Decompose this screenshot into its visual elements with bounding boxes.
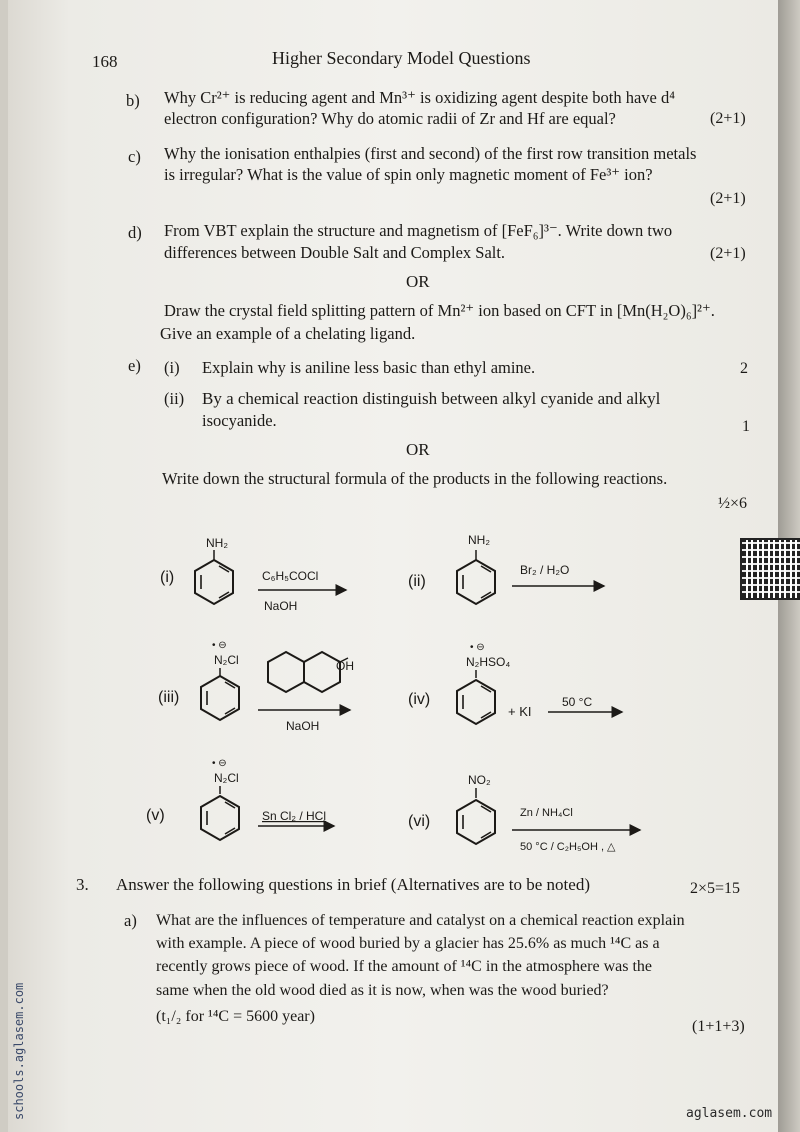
- question-text: From VBT explain the structure and magnetism of [FeF₆]³⁻. Write down two: [164, 221, 673, 240]
- reagent-bottom: NaOH: [264, 599, 298, 613]
- subquestion-label: (ii): [164, 389, 185, 408]
- substituent: NO₂: [468, 773, 491, 787]
- question-label: b): [126, 91, 140, 110]
- or-separator: OR: [406, 272, 430, 291]
- question-label: d): [128, 223, 142, 242]
- benzene-ring-icon: [201, 796, 239, 840]
- or-separator: OR: [406, 440, 430, 459]
- question-text: same when the old wood died as it is now, when was the wood buried?: [156, 982, 609, 999]
- question-text: recently grows piece of wood. If the amount of ¹⁴C in the atmosphere was the: [156, 958, 653, 975]
- qr-code-icon: [740, 538, 800, 600]
- question-text: (t₁/₂ for ¹⁴C = 5600 year): [156, 1008, 315, 1025]
- reaction-label: (iv): [408, 691, 431, 708]
- question-text: Why the ionisation enthalpies (first and second) of the first row transition metals: [164, 144, 697, 163]
- question-label: c): [128, 147, 141, 166]
- reagent-top: C₆H₅COCl: [262, 569, 319, 583]
- question-text: By a chemical reaction distinguish between alkyl cyanide and alkyl: [202, 389, 661, 408]
- question-text: is irregular? What is the value of spin only magnetic moment of Fe³⁺ ion?: [164, 165, 653, 184]
- side-watermark: schools.aglasem.com: [12, 982, 26, 1120]
- benzene-ring-icon: [201, 676, 239, 720]
- footer-watermark: aglasem.com: [686, 1106, 773, 1121]
- reaction-label: (i): [160, 569, 175, 586]
- question-label: a): [124, 911, 137, 930]
- question-text: Write down the structural formula of the products in the following reactions.: [162, 469, 668, 488]
- subquestion-label: (i): [164, 358, 180, 377]
- marks: ½×6: [718, 495, 748, 512]
- benzene-ring-icon: [457, 560, 495, 604]
- benzene-ring-icon: [457, 800, 495, 844]
- marks: (2+1): [710, 110, 746, 127]
- substituent: N₂Cl: [214, 771, 239, 785]
- benzene-ring-icon: [195, 560, 233, 604]
- reagent-bottom: 50 °C / C₂H₅OH , △: [520, 841, 616, 853]
- reaction-label: (vi): [408, 813, 431, 830]
- reagent-top: Br₂ / H₂O: [520, 563, 570, 577]
- question-text: Explain why is aniline less basic than ethyl amine.: [202, 358, 536, 377]
- page-title: Higher Secondary Model Questions: [272, 48, 531, 68]
- page-number: 168: [92, 52, 118, 71]
- marks: (2+1): [710, 190, 746, 207]
- question-text: What are the influences of temperature and catalyst on a chemical reaction explain: [156, 912, 685, 929]
- substituent: NH₂: [468, 533, 490, 547]
- question-text: Give an example of a chelating ligand.: [160, 324, 416, 343]
- question-number: 3.: [76, 875, 89, 894]
- reagent-plus: + KI: [508, 704, 532, 719]
- reaction-label: (iii): [158, 689, 180, 706]
- question-text: isocyanide.: [202, 411, 277, 430]
- question-text: with example. A piece of wood buried by a glacier has 25.6% as much ¹⁴C as a: [156, 935, 660, 952]
- question-text: differences between Double Salt and Complex Salt.: [164, 243, 506, 262]
- marks: 2×5=15: [690, 880, 741, 897]
- reagent-top: Sn Cl₂ / HCl: [262, 809, 327, 823]
- question-text: Draw the crystal field splitting pattern of Mn²⁺ ion based on CFT in [Mn(H₂O)₆]²⁺.: [164, 301, 715, 320]
- question-label: e): [128, 356, 141, 375]
- marks: 2: [740, 360, 748, 377]
- reagent-bottom: NaOH: [286, 719, 320, 733]
- marks: (2+1): [710, 245, 746, 262]
- question-text: electron configuration? Why do atomic radii of Zr and Hf are equal?: [164, 109, 616, 128]
- reactions-diagram: [0, 520, 780, 870]
- substituent: N₂Cl: [214, 653, 239, 667]
- reagent-top: 50 °C: [562, 695, 593, 709]
- reagent-top: Zn / NH₄Cl: [520, 807, 573, 819]
- benzene-ring-icon: [457, 680, 495, 724]
- substituent: OH: [336, 659, 354, 673]
- charge-marks: • ⊖: [212, 758, 227, 769]
- reaction-label: (ii): [408, 573, 426, 590]
- charge-marks: • ⊖: [470, 642, 485, 653]
- question-heading: Answer the following questions in brief (Alternatives are to be noted): [116, 875, 590, 894]
- substituent: NH₂: [206, 536, 228, 550]
- marks: (1+1+3): [692, 1018, 745, 1035]
- charge-marks: • ⊖: [212, 640, 227, 651]
- reaction-label: (v): [146, 807, 165, 824]
- marks: 1: [742, 418, 750, 435]
- question-text: Why Cr²⁺ is reducing agent and Mn³⁺ is oxidizing agent despite both have d⁴: [164, 88, 676, 107]
- substituent: N₂HSO₄: [466, 655, 511, 669]
